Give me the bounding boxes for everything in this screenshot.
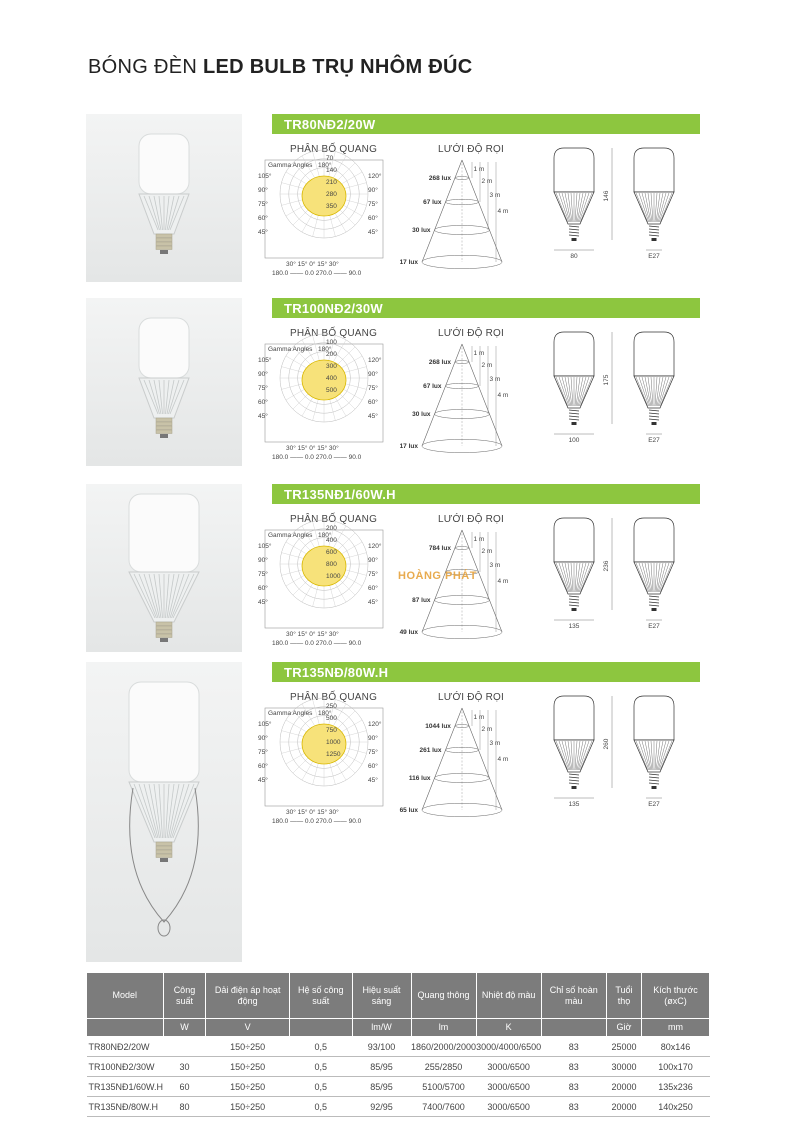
left-angle-label: 75° [258,749,268,756]
ring-value-label: 400 [326,537,337,544]
illuminance-cone-diagram [392,158,526,270]
ring-value-label: 280 [326,191,337,198]
ring-value-label: 200 [326,525,337,532]
watermark-logo: HOÀNG PHÁT [398,570,477,582]
right-angle-label: 60° [368,215,378,222]
illuminance-cone-diagram [392,706,526,818]
right-angle-label: 120° [368,173,382,180]
ring-value-label: 100 [326,339,337,346]
cone-wrap [392,528,526,640]
product-photo [86,662,242,962]
distance-label: 4 m [497,578,509,585]
table-cell: 83 [541,1057,606,1077]
left-angle-label: 60° [258,763,268,770]
left-angle-label: 105° [258,721,272,728]
ring-value-label: 1000 [326,573,341,580]
table-unit-cell [87,1019,164,1037]
table-cell: 93/100 [352,1037,411,1057]
ring-value-label: 1000 [326,739,341,746]
distance-label: 2 m [481,726,493,733]
polar-wrap [258,339,384,462]
distance-label: 4 m [497,756,509,763]
right-angle-label: 45° [368,229,378,236]
table-cell: 85/95 [352,1057,411,1077]
table-cell: 255/2850 [411,1057,476,1077]
product-photo [86,114,242,282]
table-header-cell: Tuổi thọ [606,973,641,1019]
right-angle-label: 45° [368,599,378,606]
distance-label: 2 m [481,548,493,555]
light-distribution-diagram [258,703,384,826]
table-cell: 150÷250 [206,1077,290,1097]
ring-value-label: 500 [326,387,337,394]
height-dimension: 146 [603,190,610,202]
spec-table [86,972,710,1117]
product-model-bar: TR135NĐ/80W.H [272,662,700,682]
table-header-cell: Model [87,973,164,1019]
ring-value-label: 300 [326,363,337,370]
illuminance-grid-title: LƯỚI ĐỘ RỌI [438,514,504,525]
gamma-label: Gamma Angles [268,532,313,539]
ring-value-label: 200 [326,351,337,358]
lux-label: 17 lux [399,443,418,450]
polar-wrap [258,155,384,278]
height-dimension: 236 [603,560,610,572]
bottom-angles-label: 30° 15° 0° 15° 30° [286,631,339,638]
light-distribution-title: PHÂN BỐ QUANG [290,144,378,155]
right-angle-label: 60° [368,763,378,770]
polar-wrap [258,525,384,648]
table-cell: 0,5 [289,1077,352,1097]
table-header-cell: Dải điện áp hoạt động [206,973,290,1019]
table-unit-cell: lm/W [352,1019,411,1037]
table-cell: 92/95 [352,1097,411,1117]
table-cell: 150÷250 [206,1057,290,1077]
table-header-cell: Hiệu suất sáng [352,973,411,1019]
table-cell: TR80NĐ2/20W [87,1037,164,1057]
dimension-drawing [542,328,692,448]
distance-label: 3 m [489,192,501,199]
right-angle-label: 45° [368,413,378,420]
left-angle-label: 60° [258,215,268,222]
bottom-planes-label: 180.0 —— 0.0 270.0 —— 90.0 [272,270,362,277]
distance-label: 3 m [489,740,501,747]
left-angle-label: 105° [258,543,272,550]
left-angle-label: 105° [258,173,272,180]
table-row [87,1037,710,1057]
lux-label: 67 lux [423,199,442,206]
table-cell: 0,5 [289,1037,352,1057]
product-model-bar: TR100NĐ2/30W [272,298,700,318]
table-cell: 0,5 [289,1057,352,1077]
gamma-label: Gamma Angles [268,346,313,353]
product-photo [86,298,242,466]
dimension-drawing [542,144,692,264]
left-angle-label: 75° [258,385,268,392]
lux-label: 30 lux [412,227,431,234]
table-cell: TR135NĐ/80W.H [87,1097,164,1117]
left-angle-label: 60° [258,585,268,592]
base-type-label: E27 [648,253,660,260]
table-unit-cell: mm [642,1019,710,1037]
left-angle-label: 75° [258,201,268,208]
table-cell: 60 [163,1077,206,1097]
table-cell: 150÷250 [206,1097,290,1117]
table-cell: 20000 [606,1097,641,1117]
table-cell: 80x146 [642,1037,710,1057]
right-angle-label: 75° [368,749,378,756]
left-angle-label: 45° [258,229,268,236]
light-distribution-diagram [258,155,384,278]
left-angle-label: 90° [258,371,268,378]
table-cell: 83 [541,1037,606,1057]
ring-value-label: 750 [326,727,337,734]
lux-label: 268 lux [428,359,451,366]
distance-label: 1 m [473,536,485,543]
table-cell: 83 [541,1097,606,1117]
width-dimension: 80 [570,253,578,260]
table-unit-cell: lm [411,1019,476,1037]
table-cell: 30000 [606,1057,641,1077]
table-row [87,1057,710,1077]
table-unit-cell: W [163,1019,206,1037]
table-unit-cell [289,1019,352,1037]
top-angle-label: 180° [318,346,332,353]
lux-label: 116 lux [408,775,431,782]
left-angle-label: 90° [258,187,268,194]
table-unit-cell: Giờ [606,1019,641,1037]
height-dimension: 175 [603,374,610,386]
table-cell: 25000 [606,1037,641,1057]
product-photo [86,484,242,652]
ring-value-label: 250 [326,703,337,710]
table-header-cell: Chỉ số hoàn màu [541,973,606,1019]
left-angle-label: 45° [258,413,268,420]
table-cell: 7400/7600 [411,1097,476,1117]
table-header-cell: Quang thông [411,973,476,1019]
left-angle-label: 45° [258,599,268,606]
base-type-label: E27 [648,623,660,630]
left-angle-label: 90° [258,557,268,564]
right-angle-label: 90° [368,371,378,378]
top-angle-label: 180° [318,710,332,717]
distance-label: 2 m [481,178,493,185]
illuminance-grid-title: LƯỚI ĐỘ RỌI [438,144,504,155]
distance-label: 4 m [497,392,509,399]
cone-wrap [392,158,526,270]
table-cell: TR100NĐ2/30W [87,1057,164,1077]
ring-value-label: 140 [326,167,337,174]
right-angle-label: 120° [368,357,382,364]
bottom-planes-label: 180.0 —— 0.0 270.0 —— 90.0 [272,454,362,461]
light-distribution-diagram [258,339,384,462]
lux-label: 30 lux [412,411,431,418]
lux-label: 87 lux [412,597,431,604]
product-model-bar: TR80NĐ2/20W [272,114,700,134]
base-type-label: E27 [648,437,660,444]
light-distribution-title: PHÂN BỐ QUANG [290,328,378,339]
cone-wrap [392,342,526,454]
table-cell: 0,5 [289,1097,352,1117]
table-cell: 3000/6500 [476,1077,541,1097]
width-dimension: 135 [568,623,580,630]
table-cell: 30 [163,1057,206,1077]
ring-value-label: 400 [326,375,337,382]
ring-value-label: 210 [326,179,337,186]
table-header-cell: Nhiệt độ màu [476,973,541,1019]
table-cell: 135x236 [642,1077,710,1097]
dimension-drawing [542,514,692,634]
table-unit-cell: K [476,1019,541,1037]
lux-label: 17 lux [399,259,418,266]
drawing-wrap [542,514,692,634]
illuminance-cone-diagram [392,528,526,640]
right-angle-label: 120° [368,721,382,728]
lux-label: 1044 lux [425,723,451,730]
left-angle-label: 90° [258,735,268,742]
cone-wrap [392,706,526,818]
illuminance-cone-diagram [392,342,526,454]
lux-label: 49 lux [399,629,418,636]
bottom-planes-label: 180.0 —— 0.0 270.0 —— 90.0 [272,818,362,825]
page-title: BÓNG ĐÈN LED BULB TRỤ NHÔM ĐÚC [88,56,473,78]
table-row [87,1097,710,1117]
drawing-wrap [542,692,692,812]
base-type-label: E27 [648,801,660,808]
ring-value-label: 1250 [326,751,341,758]
bottom-angles-label: 30° 15° 0° 15° 30° [286,445,339,452]
gamma-label: Gamma Angles [268,162,313,169]
table-cell: 1860/2000/2000 [411,1037,476,1057]
drawing-wrap [542,328,692,448]
light-distribution-title: PHÂN BỐ QUANG [290,514,378,525]
ring-value-label: 600 [326,549,337,556]
table-cell: 3000/6500 [476,1097,541,1117]
right-angle-label: 75° [368,201,378,208]
right-angle-label: 60° [368,399,378,406]
left-angle-label: 75° [258,571,268,578]
ring-value-label: 70 [326,155,334,162]
table-cell: 3000/4000/6500 [476,1037,541,1057]
height-dimension: 260 [603,738,610,750]
bottom-angles-label: 30° 15° 0° 15° 30° [286,809,339,816]
distance-label: 3 m [489,562,501,569]
lux-label: 268 lux [428,175,451,182]
table-header-cell: Công suất [163,973,206,1019]
table-cell: 100x170 [642,1057,710,1077]
lux-label: 67 lux [423,383,442,390]
left-angle-label: 105° [258,357,272,364]
bottom-angles-label: 30° 15° 0° 15° 30° [286,261,339,268]
table-cell: 85/95 [352,1077,411,1097]
table-cell: 150÷250 [206,1037,290,1057]
distance-label: 2 m [481,362,493,369]
distance-label: 1 m [473,166,485,173]
table-unit-cell [541,1019,606,1037]
table-cell: TR135NĐ1/60W.H [87,1077,164,1097]
top-angle-label: 180° [318,532,332,539]
bottom-planes-label: 180.0 —— 0.0 270.0 —— 90.0 [272,640,362,647]
table-cell: 20000 [606,1077,641,1097]
right-angle-label: 75° [368,385,378,392]
table-cell: 3000/6500 [476,1057,541,1077]
light-distribution-diagram [258,525,384,648]
product-model-bar: TR135NĐ1/60W.H [272,484,700,504]
right-angle-label: 90° [368,187,378,194]
gamma-label: Gamma Angles [268,710,313,717]
ring-value-label: 500 [326,715,337,722]
distance-label: 4 m [497,208,509,215]
table-cell: 5100/5700 [411,1077,476,1097]
lux-label: 65 lux [399,807,418,814]
table-unit-cell: V [206,1019,290,1037]
table-cell: 83 [541,1077,606,1097]
dimension-drawing [542,692,692,812]
width-dimension: 135 [568,801,580,808]
lux-label: 784 lux [428,545,451,552]
right-angle-label: 75° [368,571,378,578]
left-angle-label: 45° [258,777,268,784]
table-header-cell: Hệ số công suất [289,973,352,1019]
drawing-wrap [542,144,692,264]
right-angle-label: 90° [368,557,378,564]
right-angle-label: 45° [368,777,378,784]
right-angle-label: 90° [368,735,378,742]
table-cell [163,1037,206,1057]
light-distribution-title: PHÂN BỐ QUANG [290,692,378,703]
table-row [87,1077,710,1097]
ring-value-label: 800 [326,561,337,568]
width-dimension: 100 [568,437,580,444]
polar-wrap [258,703,384,826]
right-angle-label: 120° [368,543,382,550]
distance-label: 1 m [473,714,485,721]
illuminance-grid-title: LƯỚI ĐỘ RỌI [438,328,504,339]
table-header-cell: Kích thước (øxC) [642,973,710,1019]
table-cell: 140x250 [642,1097,710,1117]
table-cell: 80 [163,1097,206,1117]
ring-value-label: 350 [326,203,337,210]
left-angle-label: 60° [258,399,268,406]
top-angle-label: 180° [318,162,332,169]
distance-label: 3 m [489,376,501,383]
illuminance-grid-title: LƯỚI ĐỘ RỌI [438,692,504,703]
distance-label: 1 m [473,350,485,357]
right-angle-label: 60° [368,585,378,592]
lux-label: 261 lux [419,747,442,754]
